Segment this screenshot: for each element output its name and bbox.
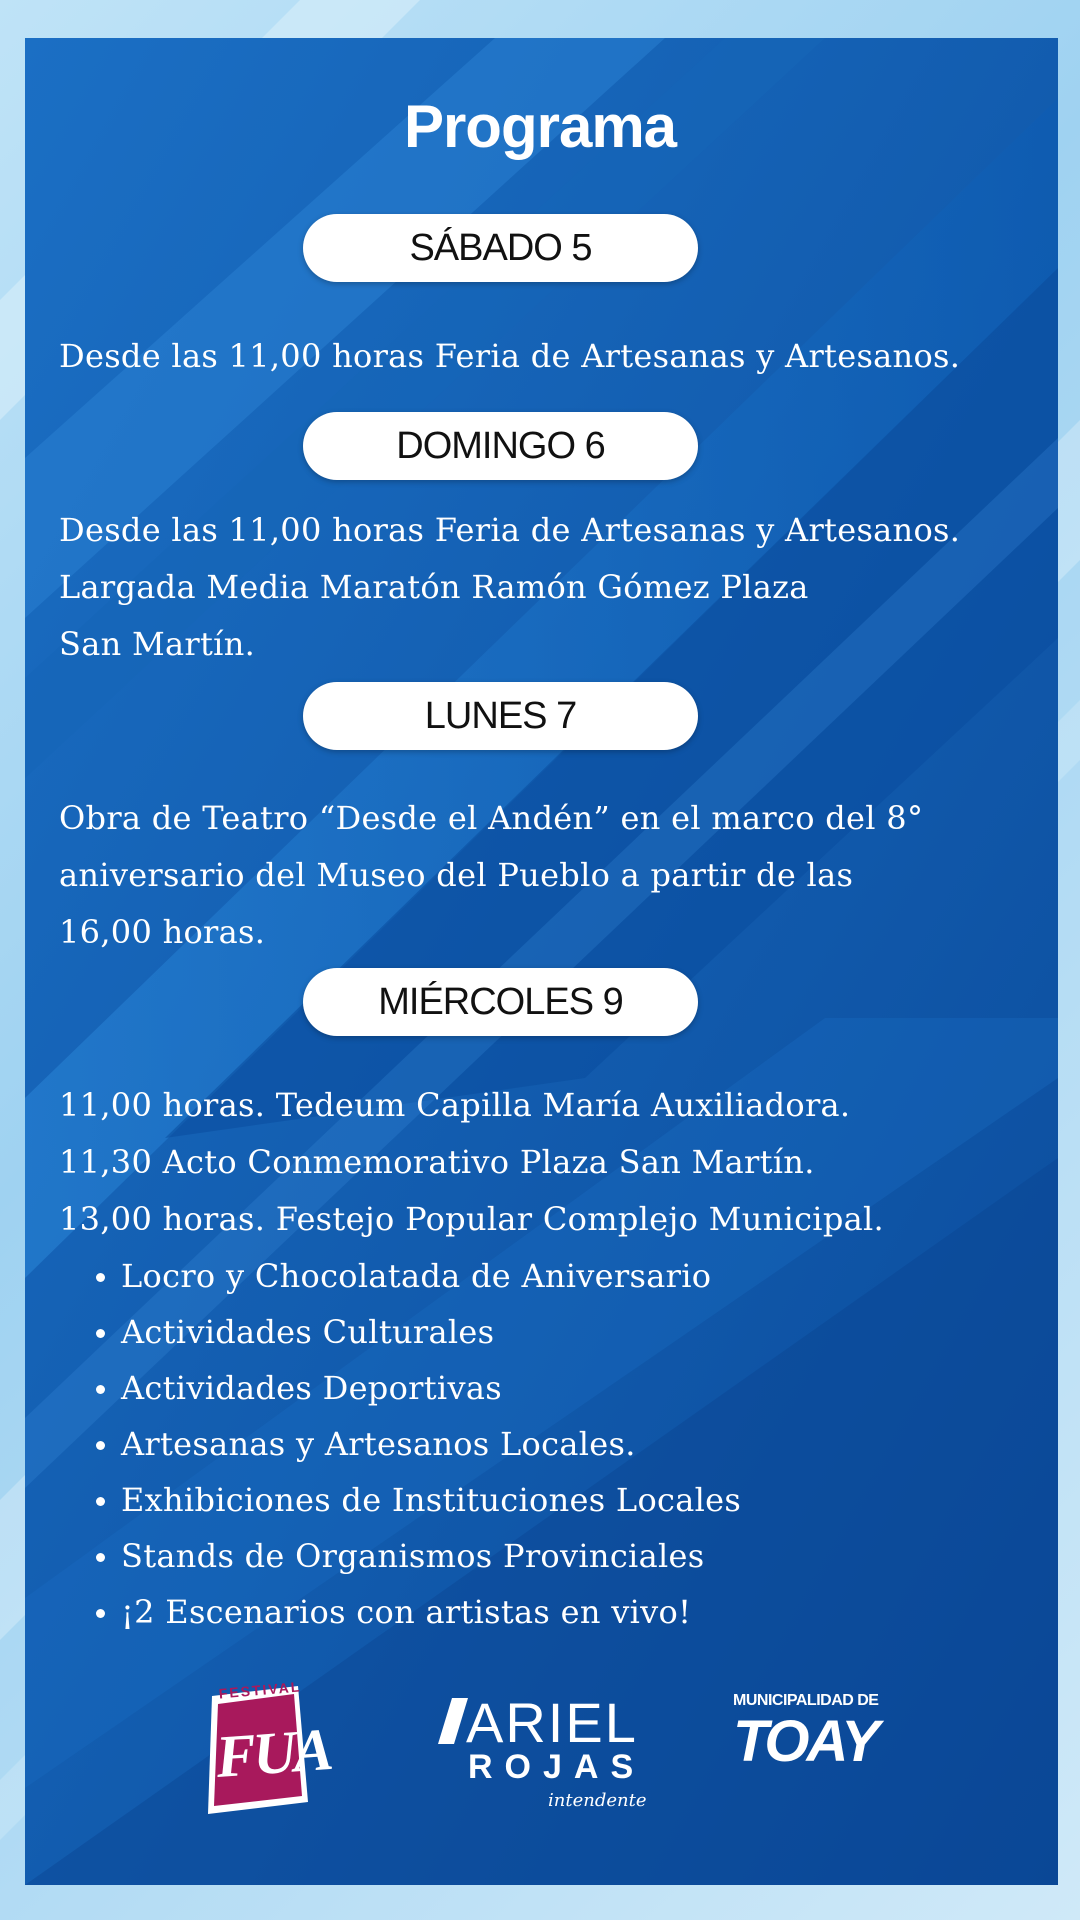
ariel-rojas-logo xyxy=(438,1690,647,1820)
text-line: 11,00 horas. Tedeum Capilla María Auxiliadora. xyxy=(59,1086,851,1124)
day-badge-lunes xyxy=(303,682,698,750)
text-line: 11,30 Acto Conmemorativo Plaza San Martín. xyxy=(59,1143,815,1181)
day-badge-label: DOMINGO 6 xyxy=(396,424,605,467)
ariel-role: intendente xyxy=(548,1790,647,1811)
page-title: Programa xyxy=(403,93,677,160)
day-text-lunes xyxy=(59,790,1019,961)
municipalidad-toay-logo xyxy=(730,1692,900,1792)
text-line: 16,00 horas. xyxy=(59,913,266,951)
text-line: Largada Media Maratón Ramón Gómez Plaza xyxy=(59,568,809,606)
toay-logo-top: MUNICIPALIDAD DE xyxy=(733,1692,879,1709)
day-text-miercoles xyxy=(59,1077,1019,1640)
ariel-last-name: ROJAS xyxy=(468,1748,646,1786)
activities-list xyxy=(59,1248,1019,1640)
day-badge-sabado xyxy=(303,214,698,282)
festival-fua-logo xyxy=(198,1678,333,1820)
festival-logo-top: FESTIVAL xyxy=(218,1678,302,1702)
day-badge-label: LUNES 7 xyxy=(424,694,577,737)
festival-logo-main: FUA xyxy=(213,1716,333,1790)
list-item: ¡2 Escenarios con artistas en vivo! xyxy=(59,1584,1019,1640)
day-badge-domingo xyxy=(303,412,698,480)
list-item: Exhibiciones de Instituciones Locales xyxy=(59,1472,1019,1528)
toay-logo-main: TOAY xyxy=(733,1709,877,1774)
day-badge-label: MIÉRCOLES 9 xyxy=(378,980,623,1023)
text-line: aniversario del Museo del Pueblo a partir de las xyxy=(59,856,854,894)
list-item: Stands de Organismos Provinciales xyxy=(59,1528,1019,1584)
list-item: Locro y Chocolatada de Aniversario xyxy=(59,1248,1019,1304)
text-line: 13,00 horas. Festejo Popular Complejo Municipal. xyxy=(59,1200,884,1238)
day-text-sabado xyxy=(59,328,1019,385)
slash-icon xyxy=(438,1698,468,1748)
day-badge-miercoles xyxy=(303,968,698,1036)
text-line: Obra de Teatro “Desde el Andén” en el marco del 8° xyxy=(59,799,924,837)
day-badge-label: SÁBADO 5 xyxy=(409,226,592,269)
list-item: Artesanas y Artesanos Locales. xyxy=(59,1416,1019,1472)
text-line: San Martín. xyxy=(59,625,256,663)
text-line: Desde las 11,00 horas Feria de Artesanas y Artesanos. xyxy=(59,337,961,375)
list-item: Actividades Deportivas xyxy=(59,1360,1019,1416)
text-line: Desde las 11,00 horas Feria de Artesanas y Artesanos. xyxy=(59,511,961,549)
list-item: Actividades Culturales xyxy=(59,1304,1019,1360)
day-text-domingo xyxy=(59,502,1019,673)
ariel-first-name: ARIEL xyxy=(466,1691,638,1754)
